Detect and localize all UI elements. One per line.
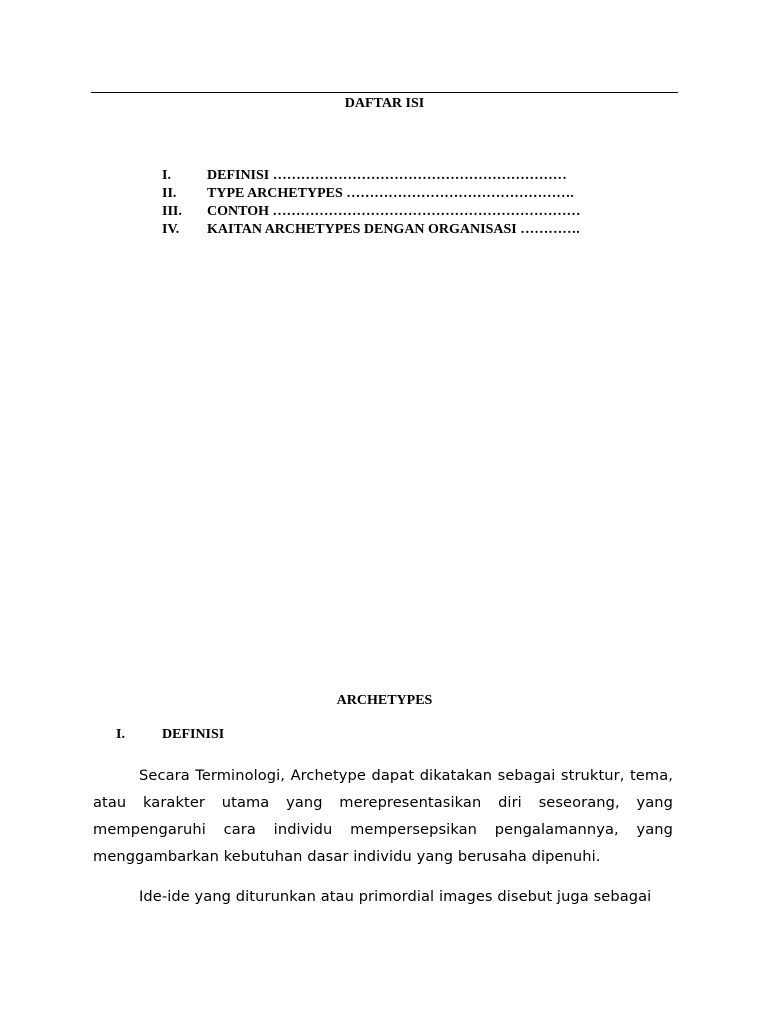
toc-item-text: DEFINISI ……………………………………………………… (207, 168, 567, 183)
section-number: I. (116, 727, 125, 742)
toc-item (162, 168, 682, 186)
toc-item-text: KAITAN ARCHETYPES DENGAN ORGANISASI …………. (207, 222, 580, 237)
toc-item-number: IV. (162, 222, 180, 237)
document-title: ARCHETYPES (336, 693, 433, 708)
toc-item-text: TYPE ARCHETYPES …………………………………………. (207, 186, 574, 201)
section-title: DEFINISI (162, 727, 225, 742)
body-paragraph: Ide-ide yang diturunkan atau primordial images disebut juga sebagai (139, 888, 652, 905)
header-rule (91, 92, 678, 93)
toc-item (162, 204, 682, 222)
table-of-contents (162, 168, 682, 240)
toc-item (162, 186, 682, 204)
toc-item-number: III. (162, 204, 182, 219)
toc-item (162, 222, 682, 240)
toc-title: DAFTAR ISI (344, 96, 425, 111)
toc-item-number: I. (162, 168, 171, 183)
toc-item-number: II. (162, 186, 177, 201)
toc-item-text: CONTOH ………………………………………………………… (207, 204, 581, 219)
body-paragraph: Secara Terminologi, Archetype dapat dikatakan sebagai struktur, tema, atau karakter utama yang merepresentasikan diri seseorang, yang mempengaruhi cara individu mempersepsikan pengalamannya, yang menggambarkan kebutuhan dasar individu yang berusaha dipenuhi. (93, 767, 673, 865)
